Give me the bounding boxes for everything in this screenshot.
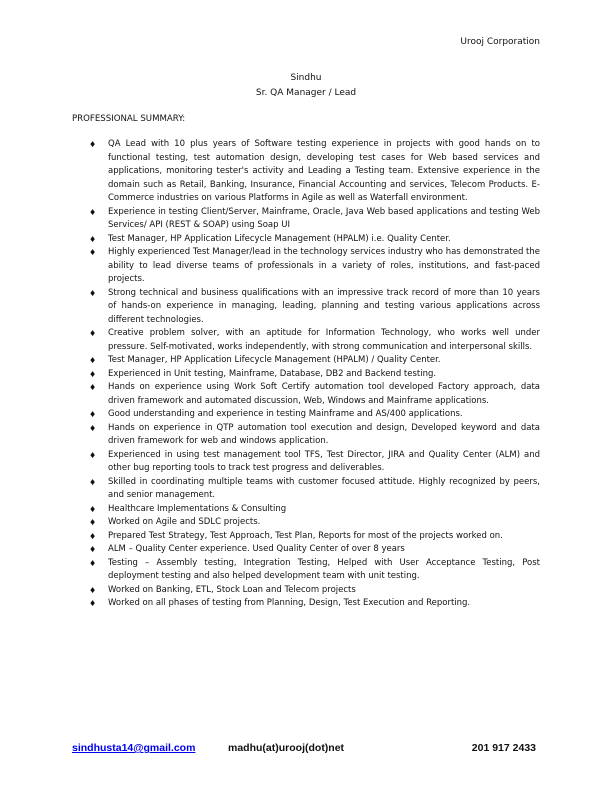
summary-item-text: Strong technical and business qualifications with an impressive track record of more than 10 years of hands-on experience in managing, leading, planning and testing various applications across different technologies. bbox=[108, 287, 540, 325]
summary-item bbox=[89, 368, 540, 382]
summary-heading: PROFESSIONAL SUMMARY: bbox=[72, 114, 186, 124]
summary-item-text: Test Manager, HP Application Lifecycle Management (HPALM) / Quality Center. bbox=[108, 355, 441, 365]
summary-item-text: Creative problem solver, with an aptitude for Information Technology, who works well under pressure. Self-motivated, works independently, with strong communication and interpersonal skills. bbox=[108, 328, 540, 352]
bullet-icon: ♦ bbox=[89, 504, 97, 514]
bullet-icon: ♦ bbox=[89, 585, 97, 595]
bullet-icon: ♦ bbox=[89, 248, 97, 257]
summary-item-text: Worked on all phases of testing from Planning, Design, Test Execution and Reporting. bbox=[108, 598, 471, 608]
alt-email-text: madhu(at)urooj(dot)net bbox=[228, 742, 345, 754]
bullet-icon: ♦ bbox=[89, 531, 97, 541]
bullet-icon: ♦ bbox=[89, 140, 97, 149]
company-header: Urooj Corporation bbox=[460, 37, 540, 47]
summary-item bbox=[89, 408, 540, 422]
bullet-icon: ♦ bbox=[89, 356, 97, 365]
bullet-icon: ♦ bbox=[89, 369, 97, 379]
bullet-icon: ♦ bbox=[89, 410, 97, 419]
bullet-icon: ♦ bbox=[89, 477, 97, 487]
summary-item bbox=[89, 476, 540, 503]
bullet-icon: ♦ bbox=[89, 288, 97, 298]
summary-item bbox=[89, 516, 540, 530]
summary-item-text: Experienced in Unit testing, Mainframe, Database, DB2 and Backend testing. bbox=[108, 368, 437, 379]
summary-item bbox=[89, 449, 540, 476]
summary-item bbox=[89, 138, 540, 206]
summary-item-text: Good understanding and experience in testing Mainframe and AS/400 applications. bbox=[108, 409, 463, 419]
candidate-title: Sr. QA Manager / Lead bbox=[255, 88, 357, 98]
summary-item-text: Testing – Assembly testing, Integration Testing, Helped with User Acceptance Testing, Post deployment testing and also helped development team with unit testing. bbox=[108, 557, 540, 581]
summary-item-text: Worked on Banking, ETL, Stock Loan and Telecom projects bbox=[108, 584, 356, 595]
summary-item-text: QA Lead with 10 plus years of Software testing experience in projects with good hands on to functional testing, test automation design, developing test cases for Web based services and applications, monitoring tester's activity and Leading a Testing team. Extensive experience in the domain such as Retail, Banking, Insurance, Financial Accounting and services, Telecom Products. E-Commerce industries on various Platforms in Agile as well as Waterfall environment. bbox=[108, 139, 540, 203]
summary-item-text: Hands on experience using Work Soft Certify automation tool developed Factory approach, data driven framework and automated discussion, Web, Windows and Mainframe applications. bbox=[108, 382, 540, 406]
summary-item bbox=[89, 584, 540, 598]
summary-item-text: Highly experienced Test Manager/lead in the technology services industry who has demonstrated the ability to lead diverse teams of professionals in a variety of roles, institutions, and fast-paced projects. bbox=[108, 247, 540, 284]
bullet-icon: ♦ bbox=[89, 599, 97, 608]
bullet-icon: ♦ bbox=[89, 450, 97, 460]
summary-item bbox=[89, 422, 540, 449]
summary-item bbox=[89, 381, 540, 408]
summary-item bbox=[89, 597, 540, 611]
bullet-icon: ♦ bbox=[89, 558, 97, 568]
summary-item bbox=[89, 327, 540, 354]
summary-item bbox=[89, 543, 540, 557]
summary-item-text: Skilled in coordinating multiple teams with customer focused attitude. Highly recognized by peers, and senior management. bbox=[108, 476, 540, 500]
summary-list bbox=[89, 138, 540, 611]
summary-item bbox=[89, 530, 540, 544]
summary-item-text: Prepared Test Strategy, Test Approach, Test Plan, Reports for most of the projects worked on. bbox=[108, 530, 503, 541]
summary-item bbox=[89, 206, 540, 233]
summary-item-text: Worked on Agile and SDLC projects. bbox=[108, 517, 261, 527]
email-link[interactable]: sindhusta14@gmail.com bbox=[72, 742, 196, 754]
summary-item bbox=[89, 354, 540, 368]
bullet-icon: ♦ bbox=[89, 518, 97, 527]
summary-item bbox=[89, 557, 540, 584]
candidate-name: Sindhu bbox=[290, 73, 322, 83]
bullet-icon: ♦ bbox=[89, 423, 97, 433]
summary-item-text: Experienced in using test management tool TFS, Test Director, JIRA and Quality Center (ALM) and other bug reporting tools to track test progress and deliverables. bbox=[108, 449, 540, 473]
bullet-icon: ♦ bbox=[89, 207, 97, 217]
summary-item bbox=[89, 233, 540, 247]
summary-item-text: ALM – Quality Center experience. Used Quality Center of over 8 years bbox=[108, 544, 405, 554]
summary-item bbox=[89, 503, 540, 517]
summary-item bbox=[89, 246, 540, 287]
bullet-icon: ♦ bbox=[89, 545, 97, 554]
summary-item-text: Test Manager, HP Application Lifecycle Management (HPALM) i.e. Quality Center. bbox=[108, 233, 451, 244]
summary-item-text: Hands on experience in QTP automation tool execution and design, Developed keyword and data driven framework for web and windows application. bbox=[108, 422, 540, 446]
summary-item-text: Experience in testing Client/Server, Mainframe, Oracle, Java Web based applications and testing Web Services/ API (REST & SOAP) using Soap UI bbox=[108, 206, 540, 230]
summary-item bbox=[89, 287, 540, 328]
bullet-icon: ♦ bbox=[89, 234, 97, 244]
summary-item-text: Healthcare Implementations & Consulting bbox=[108, 503, 287, 514]
candidate-block bbox=[0, 71, 612, 101]
bullet-icon: ♦ bbox=[89, 329, 97, 338]
bullet-icon: ♦ bbox=[89, 383, 97, 392]
phone-number: 201 917 2433 bbox=[471, 742, 536, 754]
